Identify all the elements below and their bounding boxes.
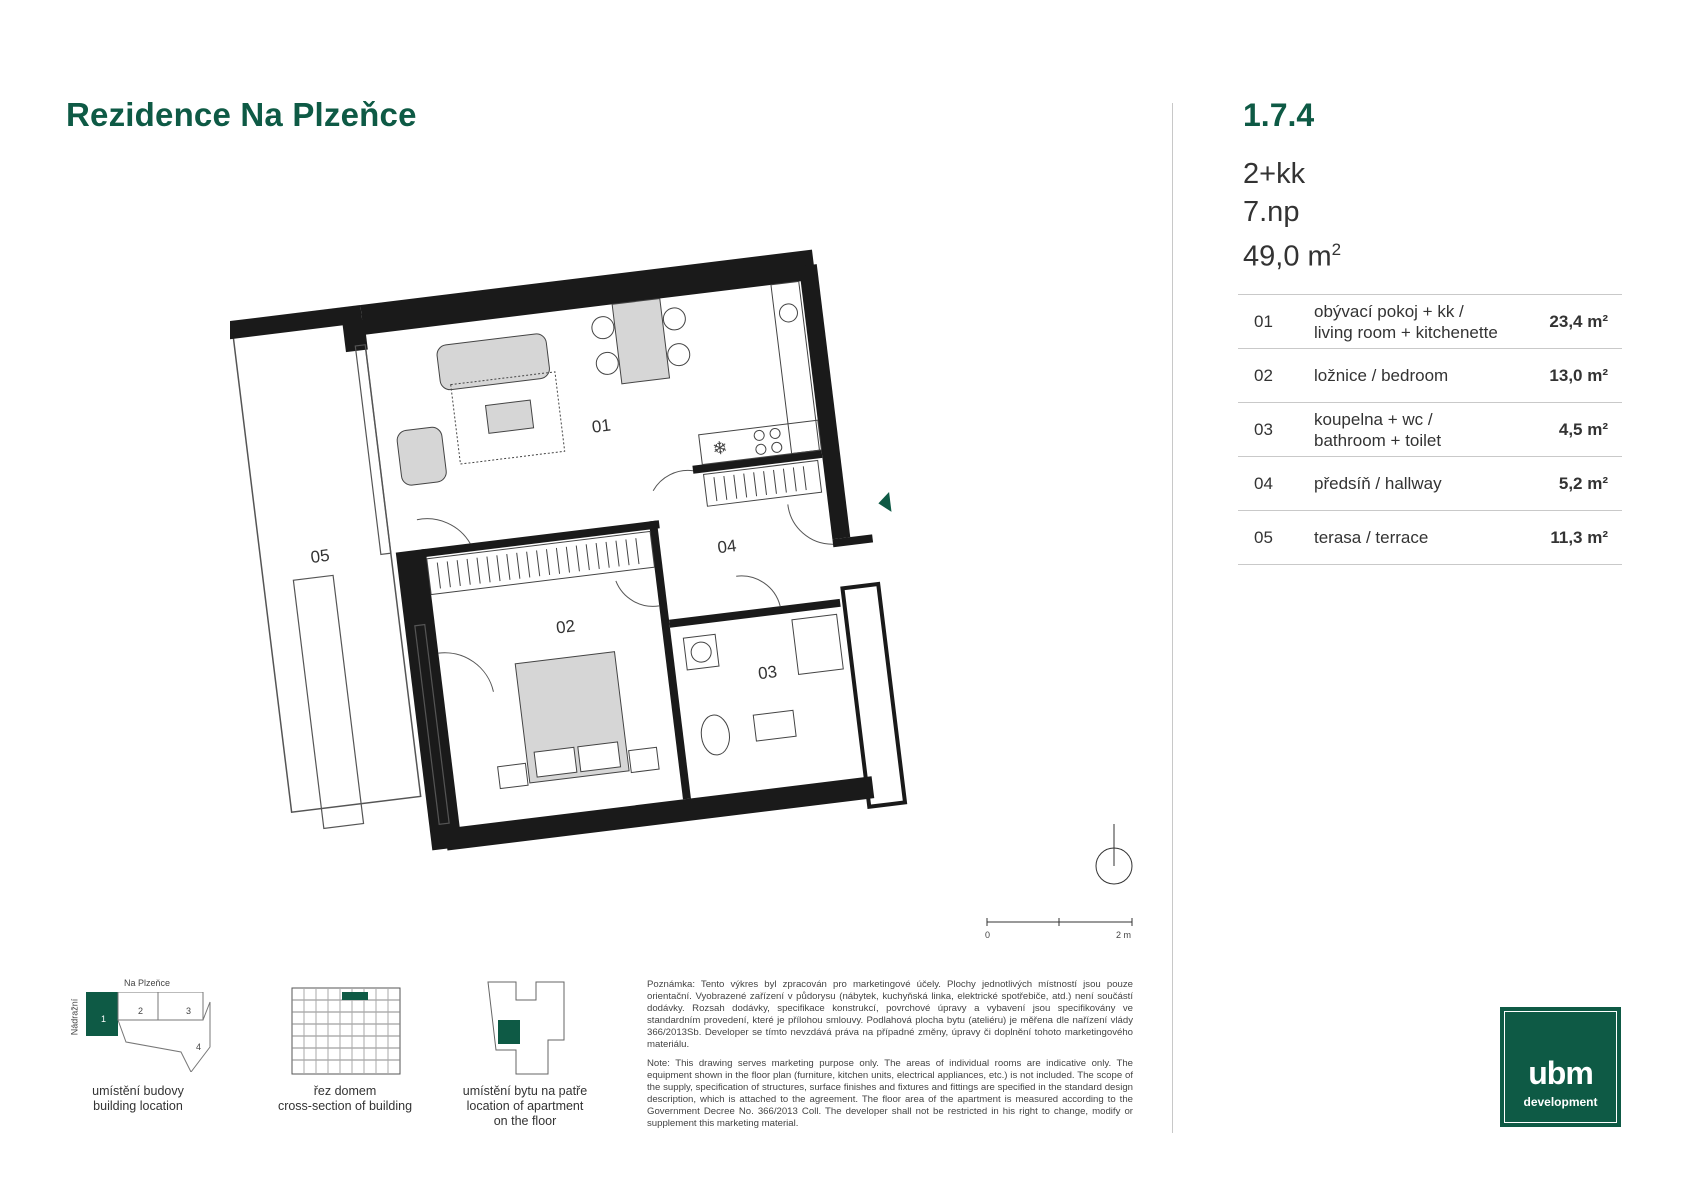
- room-number: 04: [1238, 457, 1314, 511]
- logo-subtitle: development: [1523, 1095, 1598, 1109]
- hob-icon: [771, 442, 782, 453]
- room-area: 13,0 m²: [1518, 349, 1622, 403]
- entrance-arrow-icon: [877, 492, 891, 513]
- page-title: Rezidence Na Plzeňce: [66, 96, 417, 133]
- note-cz: Poznámka: Tento výkres byl zpracován pro marketingové účely. Plochy jednotlivých místností jsou pouze orientační. Vyobrazené zařízení v půdorysu (nábytek, kuchyňská linka, elektrické spotřebiče, atd.) není součástí dodávky. Rozsah dodávky, specifikace konstrukcí, povrchové úpravy a vybavení jsou specifikovány ve standardním provedení, které je přílohou smlouvy. Podlahová plocha bytu (ateliéru) je měřena dle nařízení vlády 366/2013Sb. Developer se tímto nevzdává práva na případné změny, úpravy či doplnění tohoto marketingového materiálu.: [647, 979, 1133, 1050]
- building-num: 4: [196, 1042, 202, 1052]
- wall-interior-04-03: [669, 599, 841, 628]
- armchair: [396, 426, 447, 486]
- building-section: [290, 980, 402, 1076]
- caption: [270, 1084, 420, 1114]
- unit-area-sup: 2: [1331, 240, 1342, 259]
- terrace-outline: [233, 320, 421, 812]
- building-4: [118, 1002, 210, 1072]
- room-label-03: 03: [757, 662, 779, 684]
- door-swing: [788, 500, 833, 550]
- table-row: [1238, 457, 1622, 511]
- unit-meta: [1243, 155, 1341, 276]
- floor-location-thumbnail: [450, 980, 600, 1130]
- window-living: [355, 345, 391, 555]
- section-outline: [292, 988, 400, 1074]
- room-area: 5,2 m²: [1518, 457, 1622, 511]
- wall-interior-01-02: [421, 520, 660, 557]
- sofa: [436, 333, 551, 391]
- caption-line: umístění bytu na patře: [462, 1084, 588, 1098]
- door-swing: [417, 513, 470, 549]
- door-swing: [736, 571, 780, 611]
- toilet: [699, 713, 732, 756]
- building-num: 1: [101, 1014, 107, 1024]
- floor-plan: [230, 200, 930, 870]
- hob-icon: [755, 444, 766, 455]
- shower: [792, 614, 843, 674]
- door-swing: [438, 647, 493, 698]
- unit-area: [1243, 231, 1341, 276]
- building-num: 2: [138, 1006, 144, 1016]
- chair: [591, 315, 616, 340]
- table-row: [1238, 511, 1622, 565]
- room-number: 05: [1238, 511, 1314, 565]
- note-en: Note: This drawing serves marketing purpose only. The areas of individual rooms are indicative only. The equipment shown in the floor plan (furniture, kitchen units, electrical appliances, etc.) is not included. The scope of the supply, specification of structures, surface finishes and fixtures and fittings are specified in the standard design description, which is attached to the agreement. The floor area of the apartment is measured according to the Government Decree No. 366/2013 Coll. The developer shall not be restricted in his right to change, modify or supplement this marketing material.: [647, 1058, 1133, 1129]
- street-label-top: Na Plzeňce: [124, 978, 171, 988]
- room-number: 02: [1238, 349, 1314, 403]
- room-label-05: 05: [309, 545, 331, 567]
- unit-layout: 2+kk: [1243, 158, 1306, 190]
- caption-line: on the floor: [493, 1114, 557, 1128]
- door-swing: [616, 576, 659, 611]
- room-label-04: 04: [716, 536, 738, 558]
- room-name-line: living room + kitchenette: [1314, 322, 1498, 342]
- washbasin: [753, 710, 796, 741]
- caption: [450, 1084, 600, 1129]
- table-row: [1238, 295, 1622, 349]
- room-name: terasa / terrace: [1314, 511, 1518, 565]
- room-name: předsíň / hallway: [1314, 457, 1518, 511]
- section-grid: [304, 988, 388, 1074]
- nightstand: [629, 747, 659, 772]
- caption-line: building location: [93, 1099, 183, 1113]
- terrace-railing: [293, 575, 363, 828]
- room-label-01: 01: [590, 415, 612, 437]
- building-map: [86, 992, 216, 1072]
- disclaimer-note: [647, 979, 1133, 1137]
- building-location-thumbnail: [62, 976, 222, 1126]
- room-name: [1314, 295, 1518, 349]
- caption-line: umístění budovy: [92, 1084, 184, 1098]
- room-name-line: bathroom + toilet: [1314, 430, 1442, 450]
- scale-start: 0: [985, 930, 991, 940]
- chair: [595, 351, 620, 376]
- wall-right-upper: [799, 264, 850, 539]
- cross-section-thumbnail: [270, 980, 420, 1125]
- unit-area-value: 49,0 m: [1243, 240, 1332, 273]
- hob-icon: [770, 428, 781, 439]
- unit-floor: 7.np: [1243, 196, 1300, 228]
- hob-icon: [754, 430, 765, 441]
- room-name: ložnice / bedroom: [1314, 349, 1518, 403]
- ubm-logo: [1500, 1007, 1621, 1127]
- room-area: 11,3 m²: [1518, 511, 1622, 565]
- room-number: 01: [1238, 295, 1314, 349]
- scale-bar: [985, 916, 1135, 940]
- room-name: [1314, 403, 1518, 457]
- fridge-icon: ❄: [711, 437, 729, 460]
- washing-machine: [683, 634, 719, 670]
- door-swing: [651, 470, 695, 491]
- table-row: [1238, 349, 1622, 403]
- nightstand: [498, 763, 528, 788]
- table-row: [1238, 403, 1622, 457]
- caption-line: cross-section of building: [277, 1099, 413, 1113]
- building-3: [158, 992, 203, 1020]
- caption: [58, 1084, 218, 1114]
- room-name-line: obývací pokoj + kk /: [1314, 301, 1464, 321]
- wall-left-lower: [396, 549, 462, 850]
- section-apartment-highlight: [342, 992, 368, 1000]
- room-number: 03: [1238, 403, 1314, 457]
- scale-bar-line: [985, 916, 1135, 930]
- dining-table: [612, 299, 669, 384]
- floor-apartment-highlight: [498, 1020, 520, 1044]
- street-label-side: Nádražní: [69, 998, 80, 1036]
- pillow: [534, 747, 577, 777]
- building-num: 3: [186, 1006, 192, 1016]
- room-label-02: 02: [555, 616, 577, 638]
- vertical-divider: [1172, 103, 1173, 1133]
- caption-line: řez domem: [313, 1084, 377, 1098]
- coffee-table: [486, 400, 534, 433]
- room-area: 4,5 m²: [1518, 403, 1622, 457]
- chair: [666, 342, 691, 367]
- sink-icon: [778, 303, 798, 323]
- section-floors: [292, 1000, 400, 1060]
- room-name-line: koupelna + wc /: [1314, 409, 1433, 429]
- north-arrow-icon: [1094, 822, 1134, 886]
- floor-map: [486, 980, 566, 1076]
- unit-code: 1.7.4: [1243, 97, 1315, 133]
- logo-mark: ubm: [1528, 1055, 1593, 1091]
- room-area: 23,4 m²: [1518, 295, 1622, 349]
- caption-line: location of apartment: [466, 1099, 584, 1113]
- chair: [662, 307, 687, 332]
- wall-right-lower: [842, 584, 905, 807]
- rooms-table: [1238, 294, 1622, 565]
- scale-end: 2 m: [1116, 930, 1132, 940]
- washing-machine-drum-icon: [690, 641, 712, 663]
- pillow: [578, 742, 621, 772]
